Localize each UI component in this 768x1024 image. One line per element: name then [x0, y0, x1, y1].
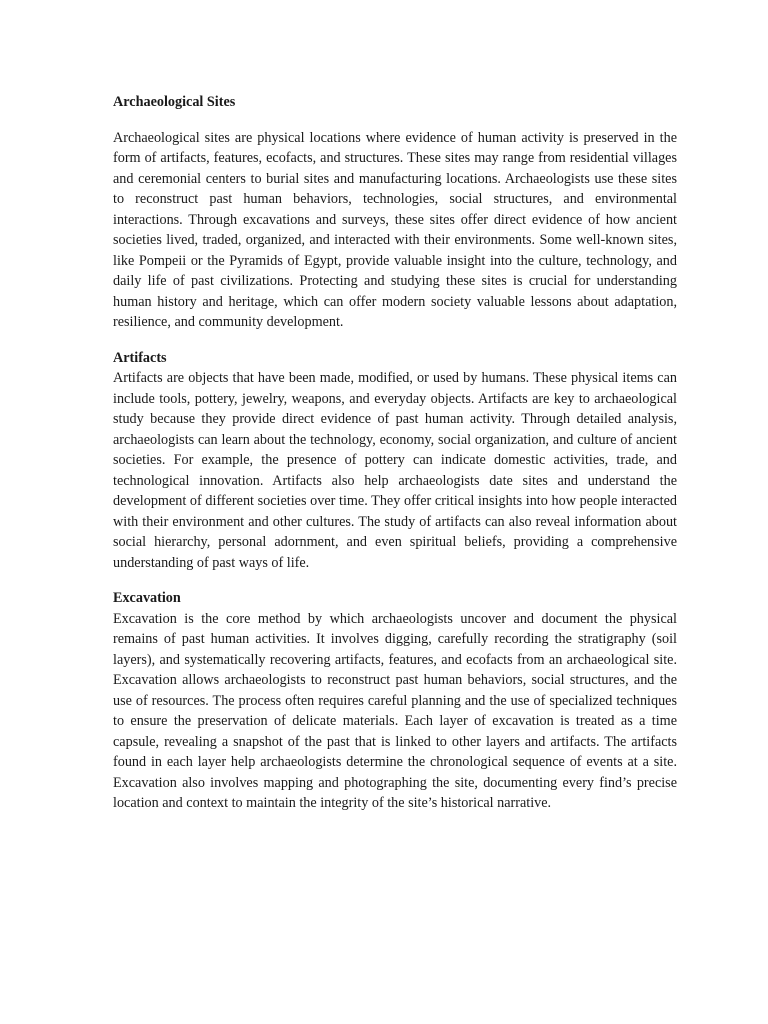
section-heading: Artifacts	[113, 349, 167, 366]
section-heading: Excavation	[113, 590, 181, 606]
section-paragraph: Artifacts are objects that have been made, modified, or used by humans. These physical items can include tools, pottery, jewelry, weapons, and everyday objects. Artifacts are key to archaeological study because they provide direct evidence of past human activity. Through detailed analysis, archaeologists can learn about the technology, economy, social organization, and culture of ancient societies. For example, the presence of pottery can indicate domestic activities, trade, and technological innovation. Artifacts also help archaeologists date sites and understand the development of different societies over time. They offer critical insights into how people interacted with their environment and other cultures. The study of artifacts can also reveal information about social hierarchy, personal adornment, and even spiritual beliefs, providing a comprehensive understanding of past ways of life.	[113, 370, 677, 571]
section-paragraph: Archaeological sites are physical locations where evidence of human activity is preserved in the form of artifacts, features, ecofacts, and structures. These sites may range from residential villages and ceremonial centers to burial sites and manufacturing locations. Archaeologists use these sites to reconstruct past human behaviors, technologies, social structures, and environmental interactions. Through excavations and surveys, these sites offer direct evidence of how ancient societies lived, traded, organized, and interacted with their environments. Some well-known sites, like Pompeii or the Pyramids of Egypt, provide valuable insight into the culture, technology, and daily life of past civilizations. Protecting and studying these sites is crucial for understanding human history and heritage, which can offer modern society valuable lessons about adaptation, resilience, and community development.	[113, 129, 677, 330]
section-archaeological-sites	[113, 92, 677, 333]
section-heading: Archaeological Sites	[113, 94, 236, 110]
section-artifacts	[113, 348, 677, 574]
section-excavation	[113, 588, 677, 814]
section-paragraph: Excavation is the core method by which archaeologists uncover and document the physical remains of past human activities. It involves digging, carefully recording the stratigraphy (soil layers), and systematically recovering artifacts, features, and ecofacts from an archaeological site. Excavation allows archaeologists to reconstruct past human behaviors, social structures, and the use of resources. The process often requires careful planning and the use of specialized techniques to ensure the preservation of delicate materials. Each layer of excavation is treated as a time capsule, revealing a snapshot of the past that is linked to other layers and artifacts. The artifacts found in each layer help archaeologists determine the chronological sequence of events at a site. Excavation also involves mapping and photographing the site, documenting every find’s precise location and context to maintain the integrity of the site’s historical narrative.	[113, 610, 677, 811]
